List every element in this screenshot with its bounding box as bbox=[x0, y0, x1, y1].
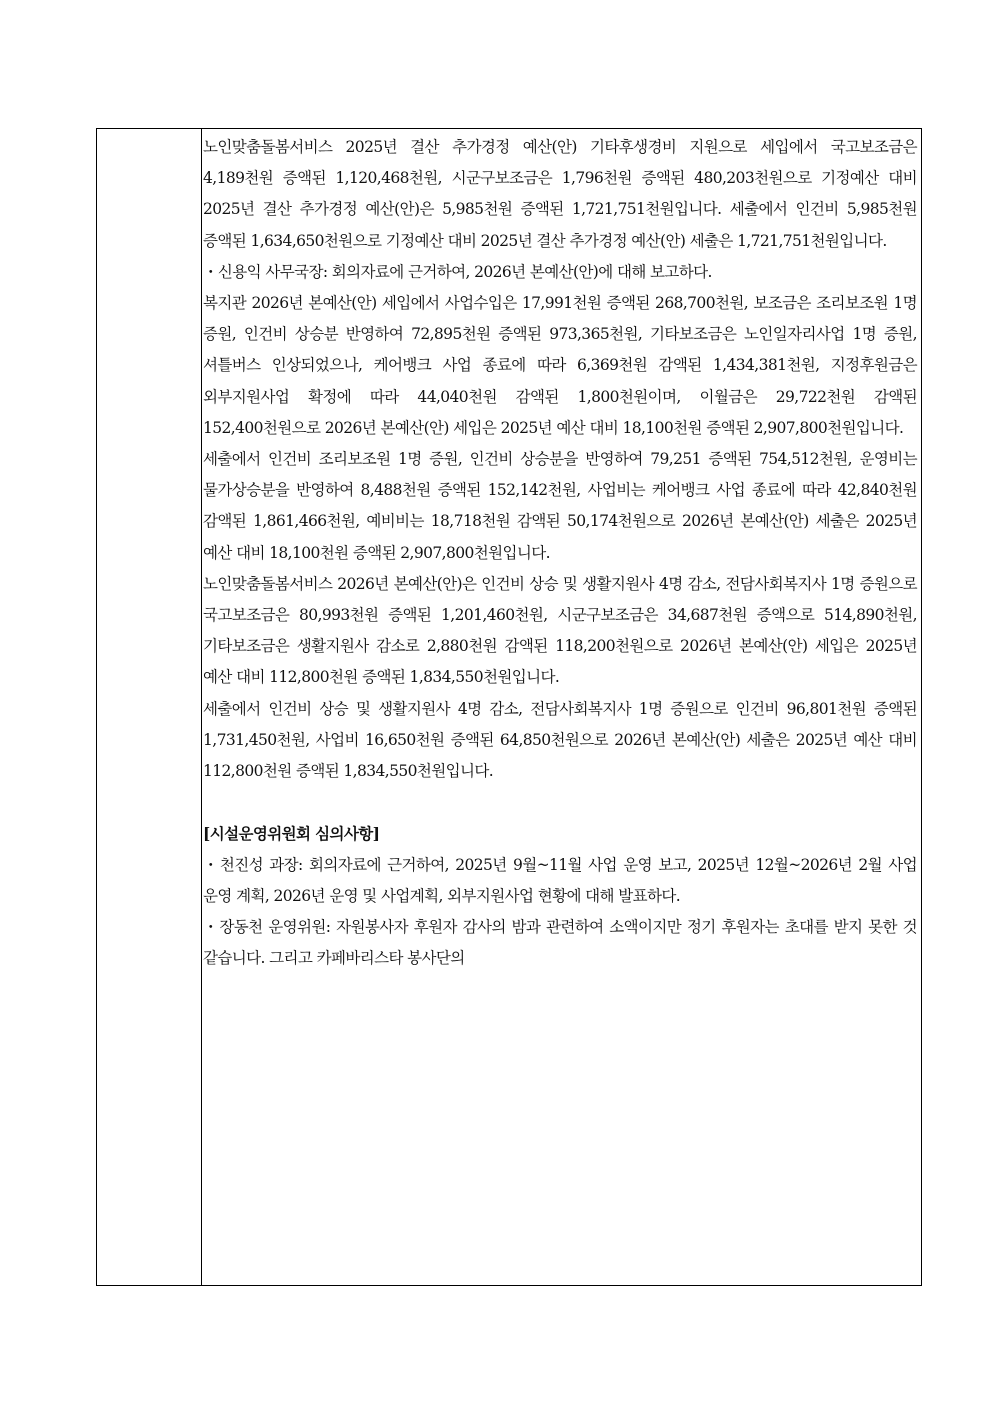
paragraph-secretary-general-report: ・신용익 사무국장: 회의자료에 근거하여, 2026년 본예산(안)에 대해 보고하다. bbox=[203, 262, 712, 281]
paragraph-2025-supplementary-budget: 노인맞춤돌봄서비스 2025년 결산 추가경정 예산(안) 기타후생경비 지원으로 세입에서 국고보조금은 4,189천원 증액된 1,120,468천원, 시군구보조금은 1,796천원 증액된 480,203천원으로 기정예산 대비 2025년 결산 추가경정 예산(안)은 5,985천원 증액된 1,721,751천원입니다. 세출에서 인건비 5,985천원 증액된 1,634,650천원으로 기정예산 대비 2025년 결산 추가경정 예산(안) 세출은 1,721,751천원입니다. bbox=[203, 138, 917, 250]
paragraph-2026-welfare-center-expenditure: 세출에서 인건비 조리보조원 1명 증원, 인건비 상승분을 반영하여 79,251 증액된 754,512천원, 운영비는 물가상승분을 반영하여 8,488천원 증액된 152,142천원, 사업비는 케어뱅크 사업 종료에 따라 42,840천원 감액된 1,861,466천원, 예비비는 18,718천원 감액된 50,174천원으로 2026년 본예산(안) 세출은 2025년 예산 대비 18,100천원 증액된 2,907,800천원입니다. bbox=[203, 450, 917, 562]
minutes-content-cell bbox=[203, 132, 917, 974]
column-divider bbox=[201, 129, 202, 1285]
blank-line bbox=[203, 787, 917, 818]
paragraph-2026-welfare-center-revenue: 복지관 2026년 본예산(안) 세입에서 사업수입은 17,991천원 증액된 268,700천원, 보조금은 조리보조원 1명 증원, 인건비 상승분 반영하여 72,895천원 증액된 973,365천원, 기타보조금은 노인일자리사업 1명 증원, 셔틀버스 인상되었으나, 케어뱅크 사업 종료에 따라 6,369천원 감액된 1,434,381천원, 지정후원금은 외부지원사업 확정에 따라 44,040천원 감액된 1,800천원이며, 이월금은 29,722천원 감액된 152,400천원으로 2026년 본예산(안) 세입은 2025년 예산 대비 18,100천원 증액된 2,907,800천원입니다. bbox=[203, 294, 917, 437]
minutes-table bbox=[96, 128, 922, 1286]
paragraph-manager-presentation: ・천진성 과장: 회의자료에 근거하여, 2025년 9월~11월 사업 운영 보고, 2025년 12월~2026년 2월 사업 운영 계획, 2026년 운영 및 사업계획, 외부지원사업 현황에 대해 발표하다. bbox=[203, 855, 917, 905]
paragraph-committee-member-comment: ・장동천 운영위원: 자원봉사자 후원자 감사의 밤과 관련하여 소액이지만 정기 후원자는 초대를 받지 못한 것 같습니다. 그리고 카페바리스타 봉사단의 bbox=[203, 918, 917, 968]
paragraph-2026-elderly-care-expenditure: 세출에서 인건비 상승 및 생활지원사 4명 감소, 전담사회복지사 1명 증원으로 인건비 96,801천원 증액된 1,731,450천원, 사업비 16,650천원 증액된 64,850천원으로 2026년 본예산(안) 세출은 2025년 예산 대비 112,800천원 증액된 1,834,550천원입니다. bbox=[203, 699, 917, 781]
paragraph-2026-elderly-care-revenue: 노인맞춤돌봄서비스 2026년 본예산(안)은 인건비 상승 및 생활지원사 4명 감소, 전담사회복지사 1명 증원으로 국고보조금은 80,993천원 증액된 1,201,460천원, 시군구보조금은 34,687천원 증액으로 514,890천원, 기타보조금은 생활지원사 감소로 2,880천원 감액된 118,200천원으로 2026년 본예산(안) 세입은 2025년 예산 대비 112,800천원 증액된 1,834,550천원입니다. bbox=[203, 574, 917, 687]
section-heading: [시설운영위원회 심의사항] bbox=[203, 824, 380, 844]
